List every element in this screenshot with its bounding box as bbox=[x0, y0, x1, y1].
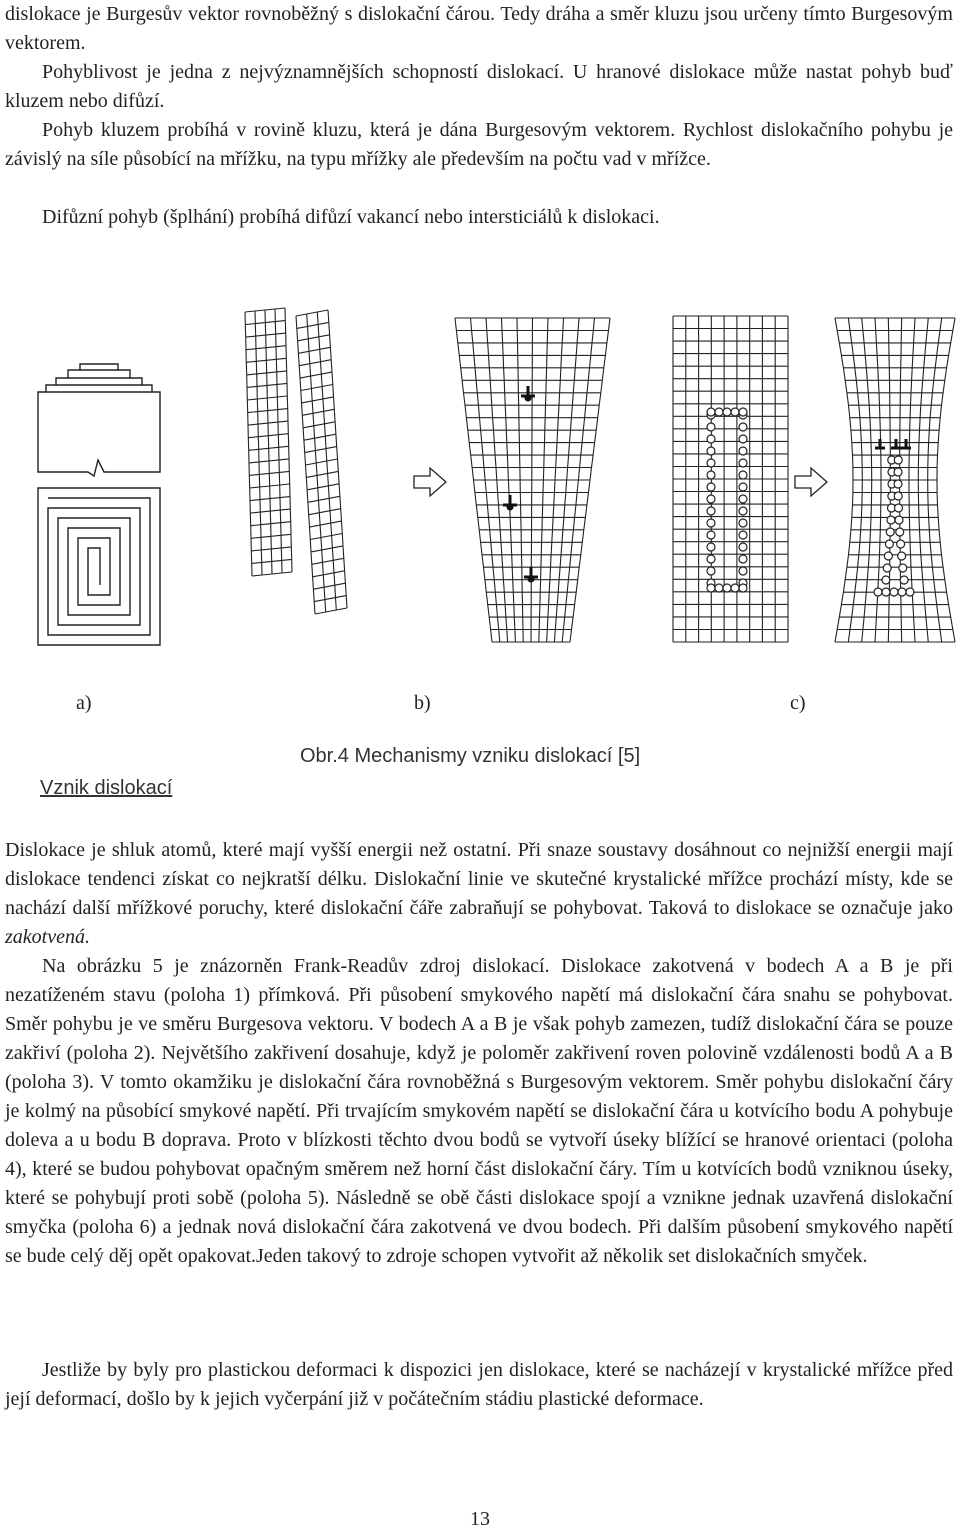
dislocation-symbol-icon bbox=[521, 386, 535, 401]
tapered-lattice bbox=[455, 318, 610, 642]
figure-caption: Obr.4 Mechanismy vzniku dislokací [5] bbox=[300, 745, 641, 767]
spiral-growth-drawing bbox=[38, 488, 160, 645]
figure-label-c: c) bbox=[790, 692, 806, 714]
section-heading: Vznik dislokací bbox=[40, 777, 173, 799]
arrow-right-icon bbox=[414, 468, 446, 496]
paragraph-climb: Difůzní pohyb (šplhání) probíhá difůzí vakancí nebo intersticiálů k dislokaci. bbox=[42, 206, 660, 228]
paragraph-text: Dislokace je shluk atomů, které mají vyšší energii než ostatní. Při snaze soustavy dosáhnout co nejnižší energii mají dislokace tendenci získat co nejkratší délku. Dislokační linie ve skutečné krystalické mřížce prochází místy, kde se nachází další mřížkové poruchy, které dislokační čáře zabraňují se pohybovat. Taková to dislokace se označuje jako bbox=[5, 839, 953, 919]
paragraph-plastic-deformation: Jestliže by byly pro plastickou deformaci k dispozici jen dislokace, které se nacházejí v krystalické mřížce před její deformací, došlo by k jejich vyčerpání již v počátečním stádiu plastické deformace. bbox=[5, 1359, 953, 1410]
paragraph-frank-read: Na obrázku 5 je znázorněn Frank-Readův zdroj dislokací. Dislokace zakotvená v bodech A a B je při nezatíženém stavu (poloha 1) přímková. Při působení smykového napětí má dislokační čára snahu se pohybovat. Směr pohybu je ve směru Burgesova vektoru. V bodech A a B je však pohyb zamezen, tudíž dislokační čára se pouze zakřiví (poloha 2). Největšího zakřivení dosahuje, když je poloměr zakřivení roven polovině vzdálenosti bodů A a B (poloha 3). V tomto okamžiku je dislokační čára rovnoběžná s Burgesovým vektorem. Směr pohybu dislokační čáry je kolmý na působící smykové napětí. Při trvajícím smykovém napětí se dislokační čára u kotvícího bodu A pohybuje doleva a u bodu B doprava. Proto v blízkosti těchto dvou bodů se vytvoří úseky blížící se hranové orientaci (poloha 4), které se budou pohybovat opačným směrem než horní část dislokační čáry. Tím u kotvících bodů vzniknou úseky, které se pohybují proti sobě (poloha 5). Následně se obě části dislokace spojí a vznikne jednak uzavřená dislokační smyčka (poloha 6) a jednak nová dislokační čára zakotvená ve dvou bodech. Při dalším působení smykového napětí se bude celý děj opět opakovat.Jeden takový to zdroje schopen vytvořit až několik set dislokačních smyček. bbox=[5, 955, 953, 1267]
arrow-right-icon bbox=[795, 468, 827, 496]
page-number: 13 bbox=[470, 1508, 490, 1530]
tilted-lattice-right bbox=[296, 310, 347, 614]
paragraph-dislocation-energy bbox=[5, 836, 953, 952]
figure-label-b: b) bbox=[414, 692, 431, 714]
emphasis-term: zakotvená. bbox=[5, 926, 90, 948]
dislocation-symbol-icon bbox=[503, 495, 517, 510]
stepped-crystal-drawing bbox=[38, 364, 160, 476]
vacancy-cluster bbox=[707, 408, 747, 592]
undeformed-lattice bbox=[673, 316, 788, 642]
tilted-lattice-left bbox=[245, 308, 292, 576]
dislocation-mechanisms-figure bbox=[0, 300, 960, 660]
paragraph-burgers-vector: dislokace je Burgesův vektor rovnoběžný s dislokační čárou. Tedy dráha a směr kluzu jsou určeny tímto Burgesovým vektorem. bbox=[5, 3, 953, 54]
dislocation-symbol-icon bbox=[875, 439, 911, 448]
paragraph-glide: Pohyb kluzem probíhá v rovině kluzu, která je dána Burgesovým vektorem. Rychlost dislokačního pohybu je závislý na síle působící na mřížku, na typu mřížky ale především na počtu vad v mřížce. bbox=[5, 119, 953, 170]
paragraph-mobility: Pohyblivost je jedna z nejvýznamnějších schopností dislokací. U hranové dislokace může nastat pohyb buď kluzem nebo difůzí. bbox=[5, 61, 953, 112]
figure-label-a: a) bbox=[76, 692, 92, 714]
